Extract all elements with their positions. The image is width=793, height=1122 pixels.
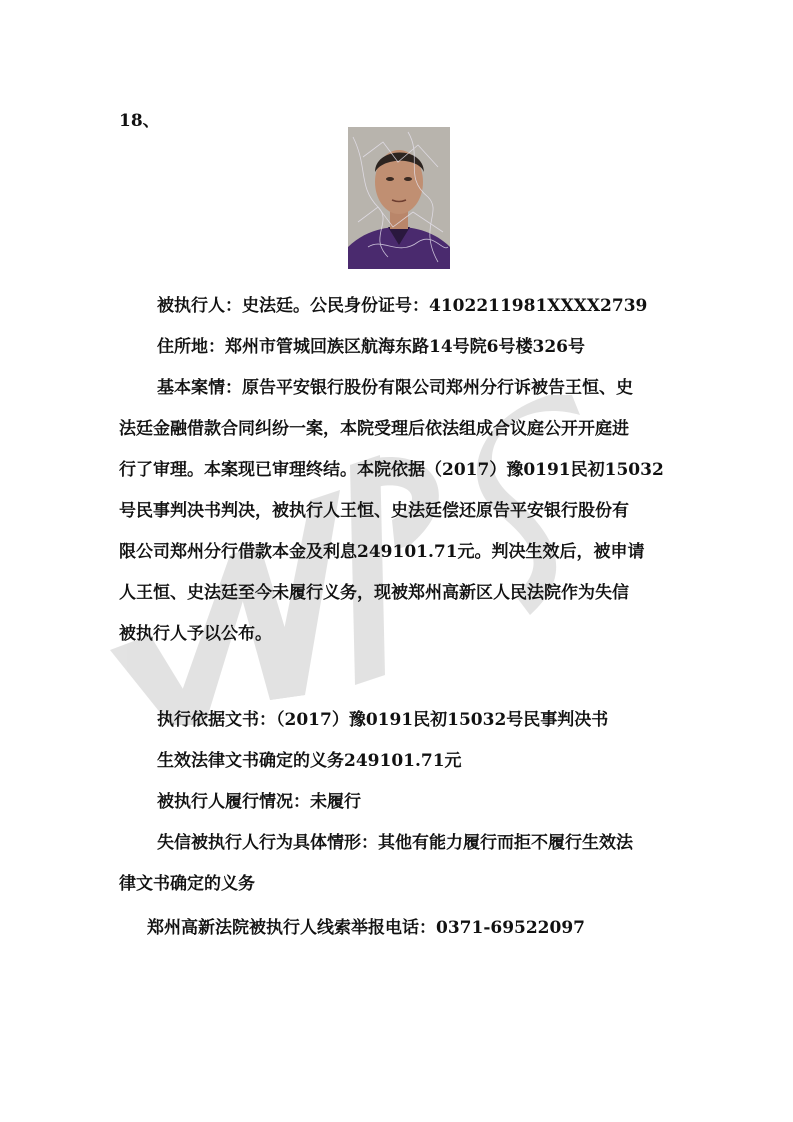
obligation-line: 生效法律文书确定的义务249101.71元	[157, 751, 462, 771]
summary-line: 人王恒、史法廷至今未履行义务，现被郑州高新区人民法院作为失信	[119, 583, 629, 603]
address-line: 住所地：郑州市管城回族区航海东路14号院6号楼326号	[157, 337, 585, 357]
summary-line: 法廷金融借款合同纠纷一案，本院受理后依法组成合议庭公开开庭进	[119, 419, 629, 439]
dishonest-behavior: 律文书确定的义务	[119, 874, 255, 894]
summary-line: 行了审理。本案现已审理终结。本院依据（2017）豫0191民初15032	[119, 460, 664, 480]
summary-line: 限公司郑州分行借款本金及利息249101.71元。判决生效后，被申请	[119, 542, 645, 562]
subject-line: 被执行人：史法廷。公民身份证号：4102211981XXXX2739	[157, 296, 648, 316]
summary-line: 被执行人予以公布。	[119, 624, 272, 644]
summary-line: 基本案情：原告平安银行股份有限公司郑州分行诉被告王恒、史	[157, 378, 633, 398]
basis-document: 执行依据文书：（2017）豫0191民初15032号民事判决书	[157, 710, 609, 730]
person-photo	[348, 127, 450, 269]
item-number: 18、	[119, 111, 160, 131]
performance-status: 被执行人履行情况：未履行	[157, 792, 361, 812]
report-hotline: 郑州高新法院被执行人线索举报电话：0371-69522097	[147, 918, 585, 938]
dishonest-behavior: 失信被执行人行为具体情形：其他有能力履行而拒不履行生效法	[157, 833, 633, 853]
summary-line: 号民事判决书判决，被执行人王恒、史法廷偿还原告平安银行股份有	[119, 501, 629, 521]
